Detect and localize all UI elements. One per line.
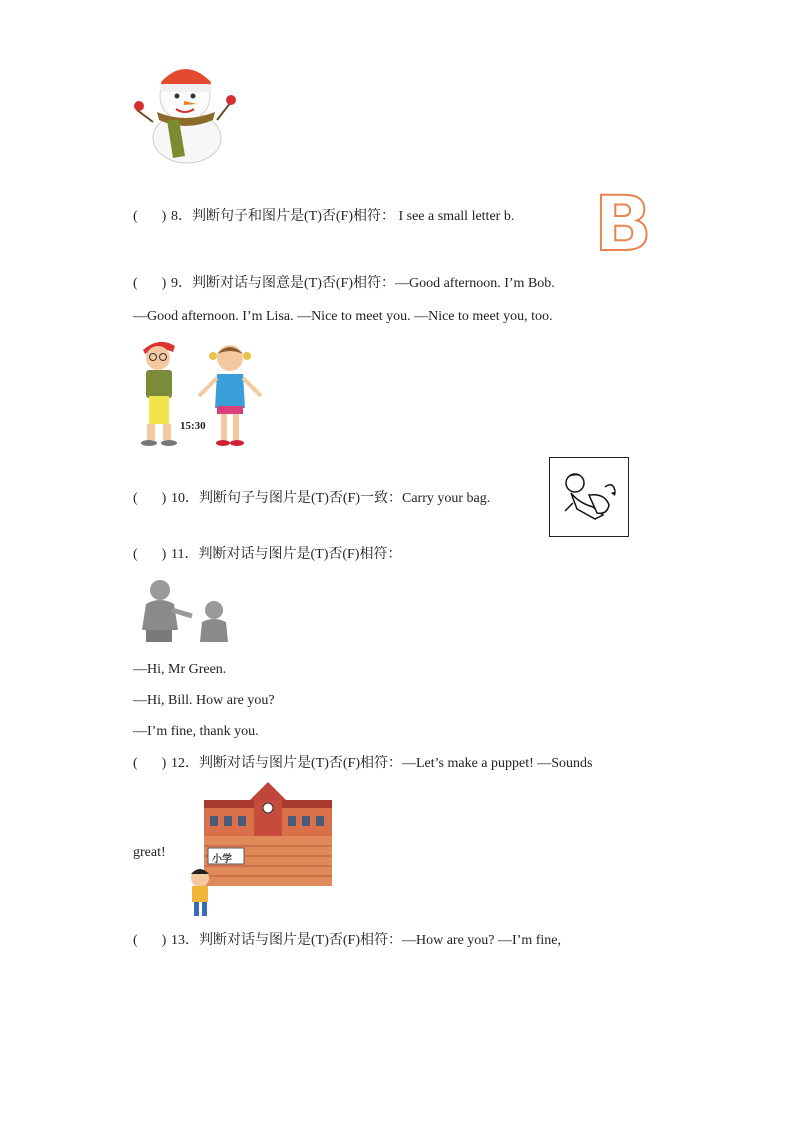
school-building-picture (174, 780, 334, 920)
letter-b-picture: B (594, 179, 652, 268)
question-13-text: 13．判断对话与图片是(T)否(F)相符：—How are you? —I’m fine, (171, 933, 561, 948)
answer-blank[interactable]: ( ) (133, 491, 167, 506)
answer-blank[interactable]: ( ) (133, 276, 167, 291)
question-8 (133, 208, 514, 226)
question-11-text: 11．判断对话与图片是(T)否(F)相符： (171, 547, 402, 562)
bob-and-lisa-illustration (133, 336, 268, 450)
question-10 (133, 490, 490, 508)
question-9-text-continued: —Good afternoon. I’m Lisa. —Nice to meet you. —Nice to meet you, too. (133, 309, 553, 324)
carry-bag-picture (549, 457, 629, 537)
dialog-line-2: —Hi, Bill. How are you? (133, 693, 275, 708)
answer-blank[interactable]: ( ) (133, 209, 167, 224)
school-sign: 小学 (212, 854, 232, 865)
snowman-illustration (133, 60, 239, 164)
question-12-text-continued: great! (133, 845, 166, 860)
question-9 (133, 275, 555, 293)
question-10-text: 10．判断句子与图片是(T)否(F)一致：Carry your bag. (171, 491, 491, 506)
answer-blank[interactable]: ( ) (133, 547, 167, 562)
question-12 (133, 755, 593, 773)
dialog-line-3: —I’m fine, thank you. (133, 724, 259, 739)
question-13 (133, 932, 561, 950)
question-8-text: 8．判断句子和图片是(T)否(F)相符： I see a small letter b. (171, 209, 515, 224)
answer-blank[interactable]: ( ) (133, 756, 167, 771)
greeting-picture (138, 576, 238, 644)
question-12-text: 12．判断对话与图片是(T)否(F)相符：—Let’s make a puppet! —Sounds (171, 756, 593, 771)
dialog-line-1: —Hi, Mr Green. (133, 662, 227, 677)
question-9-text: 9．判断对话与图意是(T)否(F)相符：—Good afternoon. I’m Bob. (171, 276, 555, 291)
question-11 (133, 546, 401, 564)
time-label: 15:30 (180, 420, 206, 432)
answer-blank[interactable]: ( ) (133, 933, 167, 948)
